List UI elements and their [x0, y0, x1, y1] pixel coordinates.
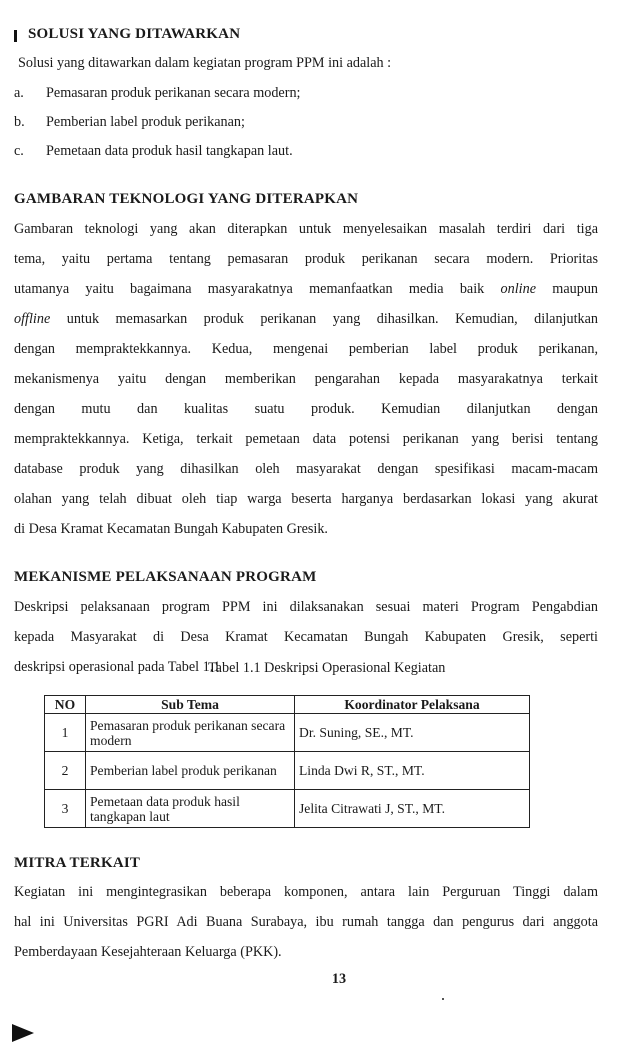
paragraph-line: deskripsi operasional pada Tabel 1.1 [14, 659, 221, 675]
paragraph-line: database produk yang dihasilkan oleh masyarakat dengan spesifikasi macam-macam [14, 461, 598, 477]
table-row [45, 714, 530, 752]
table-row [45, 752, 530, 790]
paragraph-text: untuk memasarkan produk perikanan yang dihasilkan. Kemudian, dilanjutkan [66, 311, 598, 327]
paragraph-line: mekanismenya yaitu dengan memberikan pengarahan kepada masyarakatnya terkait [14, 371, 598, 387]
paragraph-line: dengan mutu dan kualitas suatu produk. Kemudian dilanjutkan dengan [14, 401, 598, 417]
cell-no: 1 [45, 714, 86, 752]
table-row [45, 790, 530, 828]
paragraph-line: hal ini Universitas PGRI Adi Buana Surabaya, ibu rumah tangga dan pengurus dari anggota [14, 914, 598, 930]
column-header-koordinator: Koordinator Pelaksana [295, 696, 530, 714]
paragraph-line: tema, yaitu pertama tentang pemasaran produk perikanan secara modern. Prioritas [14, 251, 598, 267]
list-marker: a. [14, 85, 24, 101]
paragraph-text: maupun [552, 281, 599, 297]
column-header-no: NO [45, 696, 86, 714]
cell-no: 3 [45, 790, 86, 828]
scan-speck [442, 998, 444, 1000]
table-caption: Tabel 1.1 Deskripsi Operasional Kegiatan [208, 660, 446, 676]
heading-solusi: SOLUSI YANG DITAWARKAN [28, 26, 241, 42]
cell-koordinator: Jelita Citrawati J, ST., MT. [295, 790, 530, 828]
operational-table [44, 695, 530, 828]
heading-mekanisme: MEKANISME PELAKSANAAN PROGRAM [14, 569, 317, 585]
italic-term: online [500, 281, 537, 297]
cell-sub-tema: Pemetaan data produk hasil tangkapan laut [86, 790, 295, 828]
heading-gambaran: GAMBARAN TEKNOLOGI YANG DITERAPKAN [14, 191, 359, 207]
page-number: 13 [331, 971, 347, 987]
arrow-icon [12, 1024, 34, 1042]
heading-mitra: MITRA TERKAIT [14, 855, 141, 871]
solusi-intro: Solusi yang ditawarkan dalam kegiatan program PPM ini adalah : [18, 55, 392, 71]
list-marker: c. [14, 143, 24, 159]
paragraph-line: Pemberdayaan Kesejahteraan Keluarga (PKK). [14, 944, 282, 960]
paragraph-line: mempraktekkannya. Ketiga, terkait pemetaan data potensi perikanan yang berisi tentang [14, 431, 598, 447]
list-marker: b. [14, 114, 25, 130]
list-item: Pemasaran produk perikanan secara modern; [46, 85, 301, 101]
list-item: Pemetaan data produk hasil tangkapan laut. [46, 143, 293, 159]
paragraph-line: di Desa Kramat Kecamatan Bungah Kabupaten Gresik. [14, 521, 328, 537]
margin-mark [14, 30, 17, 42]
paragraph-line: Deskripsi pelaksanaan program PPM ini dilaksanakan sesuai materi Program Pengabdian [14, 599, 598, 615]
paragraph-text: utamanya yaitu bagaimana masyarakatnya memanfaatkan media baik [14, 281, 485, 297]
cell-no: 2 [45, 752, 86, 790]
paragraph-line: Kegiatan ini mengintegrasikan beberapa komponen, antara lain Perguruan Tinggi dalam [14, 884, 598, 900]
paragraph-line [14, 281, 598, 298]
cell-sub-tema: Pemberian label produk perikanan [86, 752, 295, 790]
cell-koordinator: Linda Dwi R, ST., MT. [295, 752, 530, 790]
paragraph-line: dengan mempraktekkannya. Kedua, mengenai pemberian label produk perikanan, [14, 341, 598, 357]
cell-sub-tema: Pemasaran produk perikanan secara modern [86, 714, 295, 752]
table-header-row [45, 696, 530, 714]
paragraph-line [14, 311, 598, 328]
cell-koordinator: Dr. Suning, SE., MT. [295, 714, 530, 752]
list-item: Pemberian label produk perikanan; [46, 114, 245, 130]
paragraph-line: Gambaran teknologi yang akan diterapkan untuk menyelesaikan masalah terdiri dari tiga [14, 221, 598, 237]
paragraph-line: olahan yang telah dibuat oleh tiap warga beserta harganya berdasarkan lokasi yang akurat [14, 491, 598, 507]
paragraph-line: kepada Masyarakat di Desa Kramat Kecamatan Bungah Kabupaten Gresik, seperti [14, 629, 598, 645]
column-header-sub-tema: Sub Tema [86, 696, 295, 714]
italic-term: offline [14, 311, 51, 327]
